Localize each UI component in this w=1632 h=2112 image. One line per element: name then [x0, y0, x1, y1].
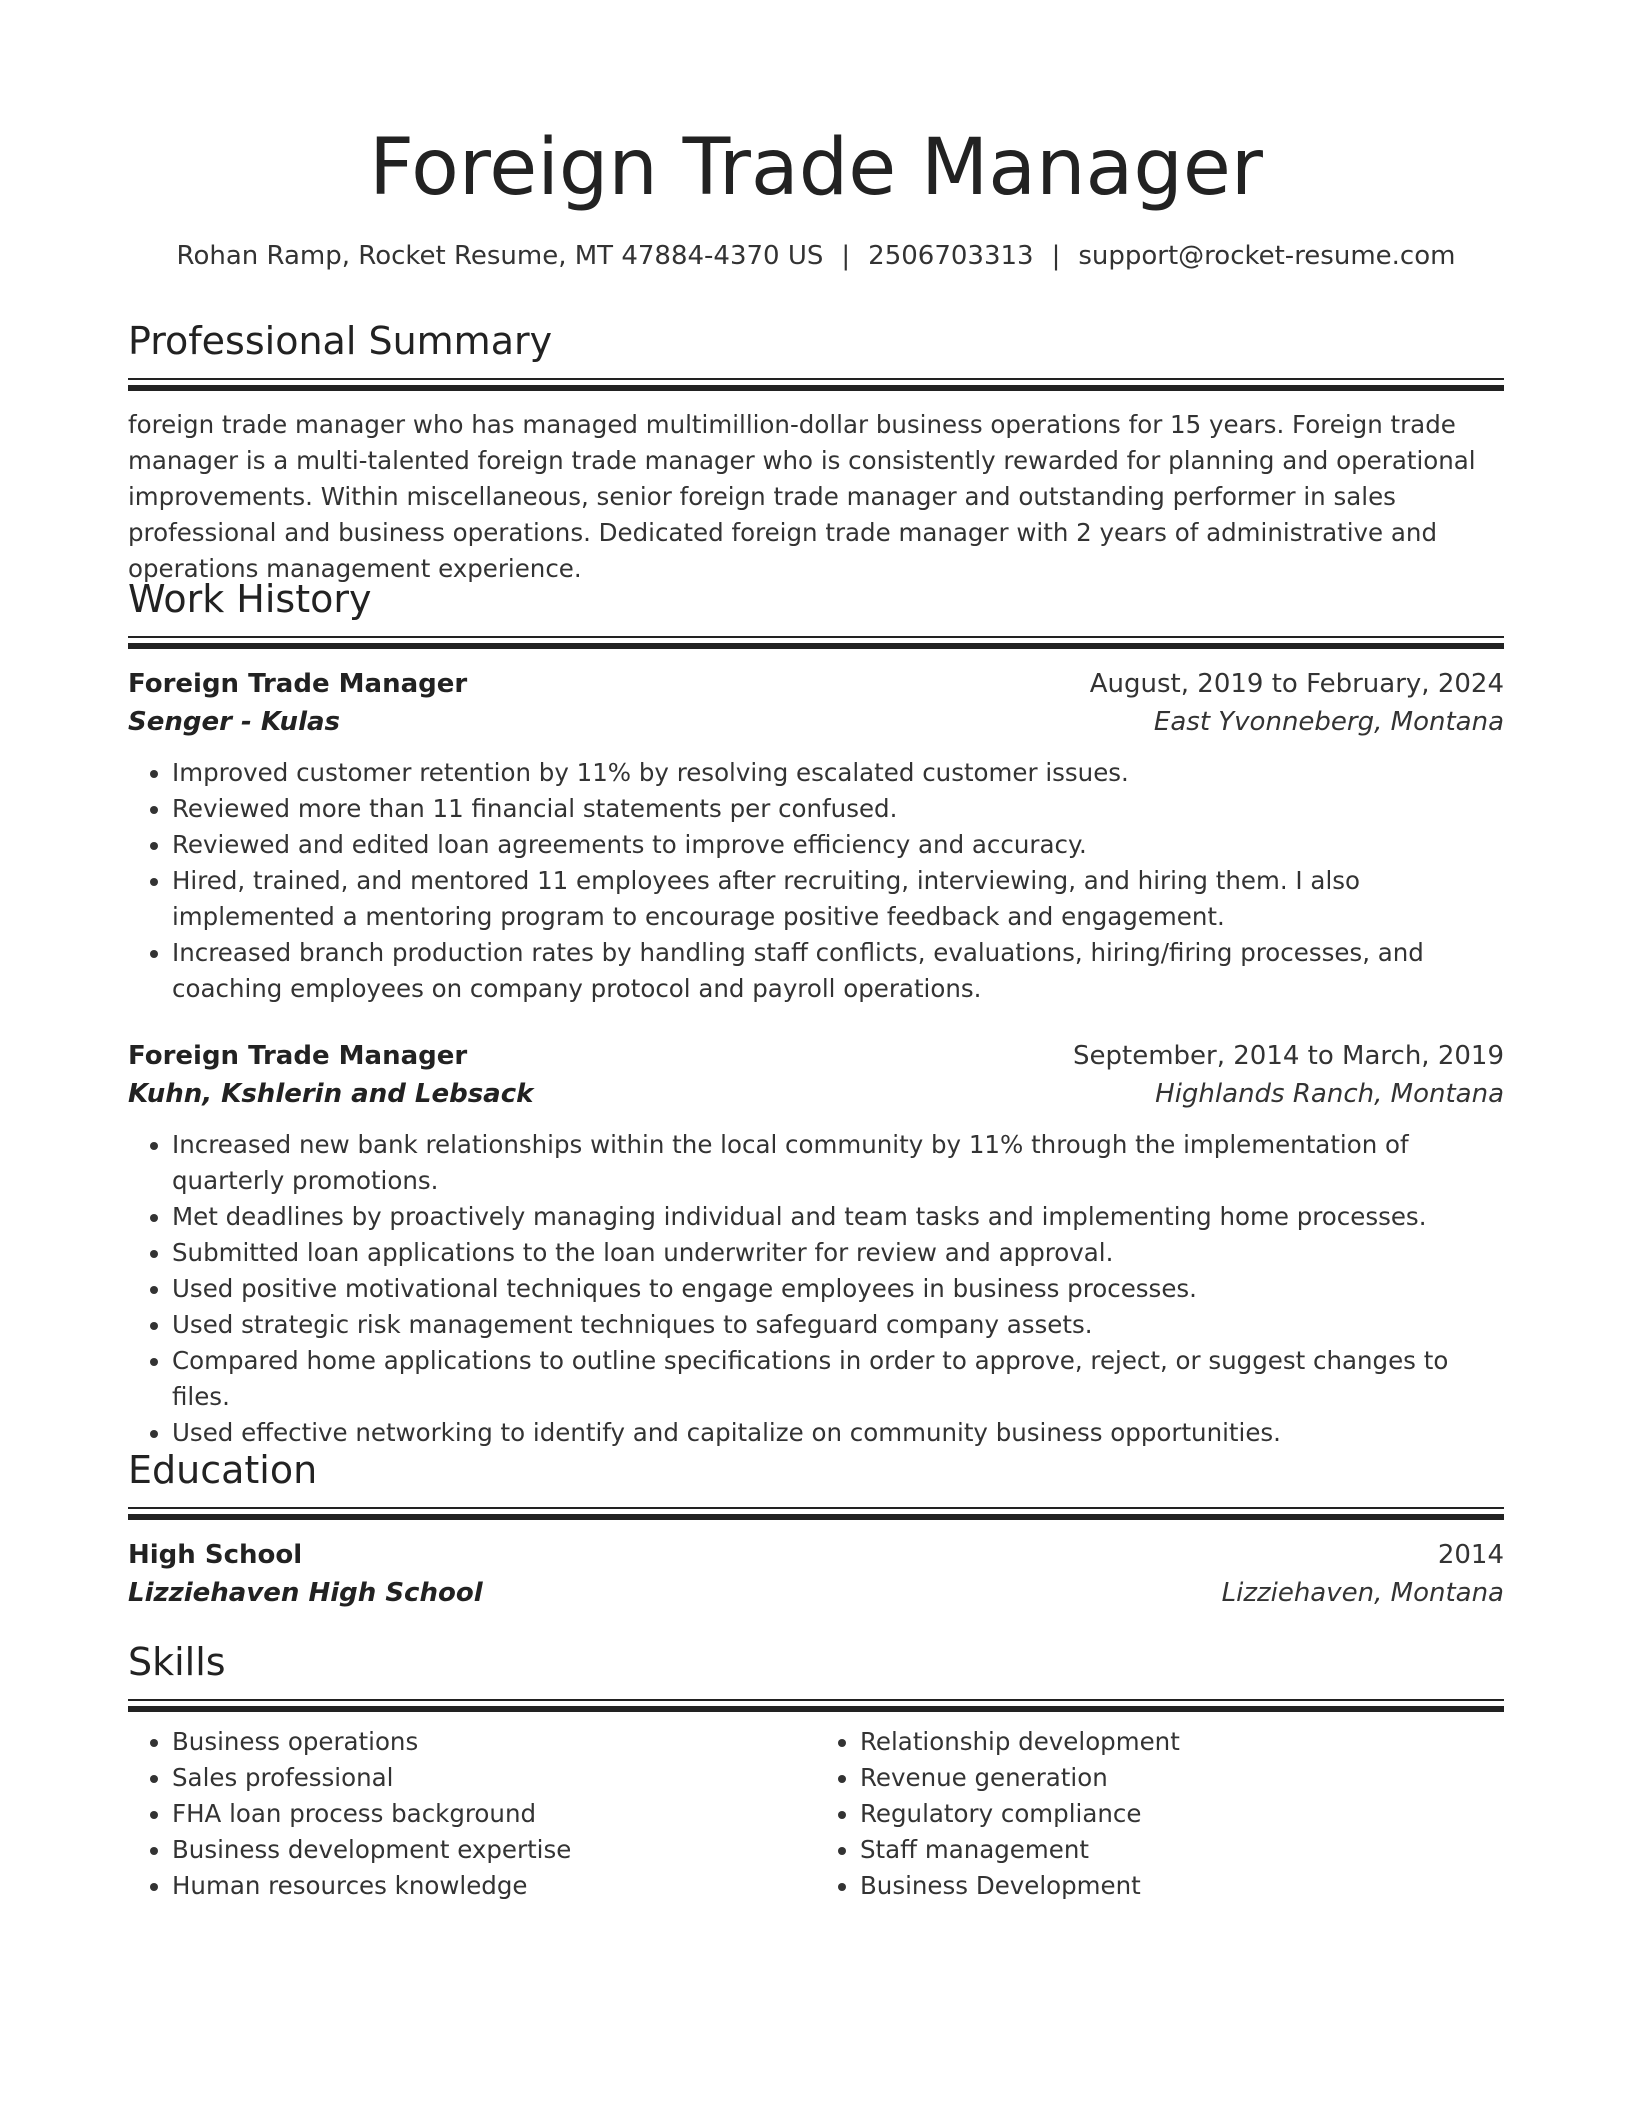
skill-item: • Regulatory compliance	[860, 1796, 1504, 1832]
skill-item: • Relationship development	[860, 1724, 1504, 1760]
divider	[128, 1699, 1504, 1701]
education-section	[128, 1445, 1504, 1612]
education-year: 2014	[1437, 1540, 1504, 1570]
section-heading: Work History	[128, 577, 372, 621]
job-company: Senger - Kulas	[128, 707, 340, 737]
skill-item: • Business Development	[860, 1868, 1504, 1904]
degree: High School	[128, 1540, 303, 1570]
skill-item: • Human resources knowledge	[172, 1868, 816, 1904]
skill-item: • Business operations	[172, 1724, 816, 1760]
skill-item: • FHA loan process background	[172, 1796, 816, 1832]
divider	[128, 636, 1504, 638]
list-item: • Reviewed and edited loan agreements to improve efficiency and accuracy.	[172, 827, 1504, 863]
contact-separator: |	[841, 241, 851, 271]
school-location: Lizziehaven, Montana	[1221, 1578, 1504, 1608]
divider	[128, 1706, 1504, 1712]
skill-item: • Sales professional	[172, 1760, 816, 1796]
skills-columns	[128, 1724, 1504, 1904]
contact-address: Rohan Ramp, Rocket Resume, MT 47884-4370 US	[176, 241, 824, 271]
school-name: Lizziehaven High School	[128, 1578, 483, 1608]
skills-list-left	[128, 1724, 816, 1904]
list-item: • Increased branch production rates by handling staff conflicts, evaluations, hiring/firing processes, and coaching employees on company protocol and payroll operations.	[172, 935, 1504, 1007]
list-item: • Submitted loan applications to the loan underwriter for review and approval.	[172, 1235, 1504, 1271]
summary-text: foreign trade manager who has managed multimillion-dollar business operations for 15 years. Foreign trade manager is a multi-talented foreign trade manager who is consistently rewarded for planning and operational improvements. Within miscellaneous, senior foreign trade manager and outstanding performer in sales professional and business operations. Dedicated foreign trade manager with 2 years of administrative and operations management experience.	[128, 410, 1476, 583]
skill-item: • Revenue generation	[860, 1760, 1504, 1796]
list-item: • Met deadlines by proactively managing individual and team tasks and implementing home processes.	[172, 1199, 1504, 1235]
work-history-section	[128, 574, 1504, 1451]
list-item: • Used strategic risk management techniques to safeguard company assets.	[172, 1307, 1504, 1343]
page-title: Foreign Trade Manager	[369, 123, 1263, 213]
skill-item: • Business development expertise	[172, 1832, 816, 1868]
divider	[128, 1514, 1504, 1520]
education-entry	[128, 1536, 1504, 1612]
job-bullets	[128, 755, 1504, 1007]
contact-email: support@rocket-resume.com	[1078, 241, 1456, 271]
job-title: Foreign Trade Manager	[128, 669, 468, 699]
job-dates: August, 2019 to February, 2024	[1089, 669, 1504, 699]
list-item: • Improved customer retention by 11% by resolving escalated customer issues.	[172, 755, 1504, 791]
section-heading: Education	[128, 1448, 318, 1492]
job-location: Highlands Ranch, Montana	[1155, 1079, 1504, 1109]
job-dates: September, 2014 to March, 2019	[1073, 1041, 1504, 1071]
job-entry	[128, 665, 1504, 1007]
divider	[128, 643, 1504, 649]
job-company: Kuhn, Kshlerin and Lebsack	[128, 1079, 534, 1109]
skills-section	[128, 1637, 1504, 1904]
job-location: East Yvonneberg, Montana	[1153, 707, 1504, 737]
skills-list-right	[816, 1724, 1504, 1904]
divider	[128, 378, 1504, 380]
skill-item: • Staff management	[860, 1832, 1504, 1868]
section-heading: Professional Summary	[128, 319, 553, 363]
job-title: Foreign Trade Manager	[128, 1041, 468, 1071]
list-item: • Used effective networking to identify and capitalize on community business opportunities.	[172, 1415, 1504, 1451]
list-item: • Reviewed more than 11 financial statements per confused.	[172, 791, 1504, 827]
list-item: • Used positive motivational techniques to engage employees in business processes.	[172, 1271, 1504, 1307]
list-item: • Hired, trained, and mentored 11 employees after recruiting, interviewing, and hiring them. I also implemented a mentoring program to encourage positive feedback and engagement.	[172, 863, 1504, 935]
list-item: • Compared home applications to outline specifications in order to approve, reject, or suggest changes to files.	[172, 1343, 1504, 1415]
job-bullets	[128, 1127, 1504, 1451]
section-heading: Skills	[128, 1640, 226, 1684]
contact-phone: 2506703313	[868, 241, 1034, 271]
contact-line	[128, 238, 1504, 274]
summary-section	[128, 316, 1504, 587]
contact-separator: |	[1051, 241, 1061, 271]
divider	[128, 385, 1504, 391]
job-entry	[128, 1037, 1504, 1451]
list-item: • Increased new bank relationships within the local community by 11% through the implementation of quarterly promotions.	[172, 1127, 1504, 1199]
divider	[128, 1507, 1504, 1509]
